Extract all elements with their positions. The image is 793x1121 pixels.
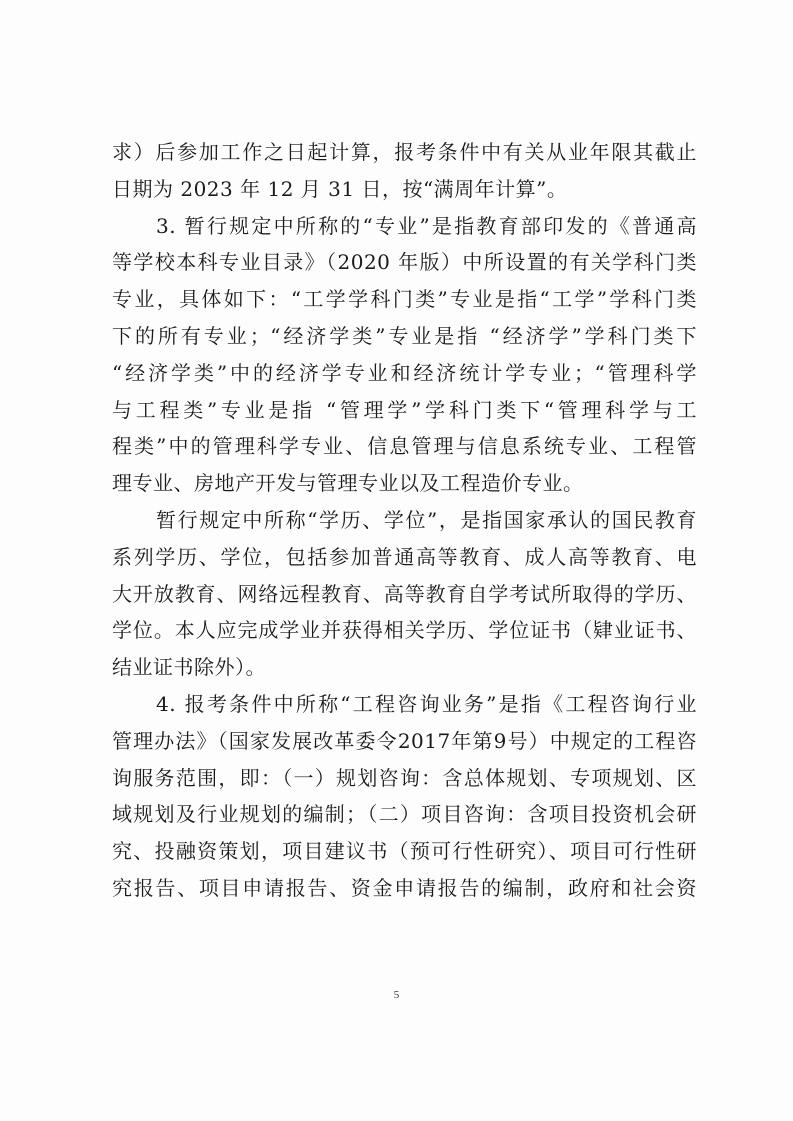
text-line: 管理办法》（国家发展改革委令2017年第9号）中规定的工程咨 — [112, 728, 697, 753]
text-line: 询服务范围，即：（一）规划咨询：含总体规划、专项规划、区 — [112, 765, 697, 790]
text-line: “经济学类”中的经济学专业和经济统计学专业；“管理科学 — [112, 360, 697, 385]
text-line: 专业，具体如下：“工学学科门类”专业是指“工学”学科门类 — [112, 287, 697, 312]
text-line: 程类”中的管理科学专业、信息管理与信息系统专业、工程管 — [112, 434, 697, 459]
paragraph-4-start: 4. 报考条件中所称“工程咨询业务”是指《工程咨询行业 — [156, 691, 697, 716]
paragraph-degree-start: 暂行规定中所称“学历、学位”，是指国家承认的国民教育 — [156, 507, 697, 532]
text-line: 域规划及行业规划的编制；（二）项目咨询：含项目投资机会研 — [112, 802, 697, 827]
text-line: 结业证书除外）。 — [112, 655, 266, 680]
text-line: 下的所有专业；“经济学类”专业是指 “经济学”学科门类下 — [112, 323, 697, 348]
text-line: 等学校本科专业目录》（2020 年版）中所设置的有关学科门类 — [112, 250, 697, 275]
text-line: 求）后参加工作之日起计算，报考条件中有关从业年限其截止 — [112, 140, 697, 164]
text-line: 大开放教育、网络远程教育、高等教育自学考试所取得的学历、 — [112, 581, 697, 606]
paragraph-3-start: 3. 暂行规定中所称的“专业”是指教育部印发的《普通高 — [156, 213, 697, 238]
page-number: 5 — [393, 989, 400, 1001]
text-line: 日期为 2023 年 12 月 31 日，按“满周年计算”。 — [112, 176, 568, 201]
text-line: 与工程类”专业是指 “管理学”学科门类下“管理科学与工 — [112, 397, 697, 422]
text-line: 究报告、项目申请报告、资金申请报告的编制，政府和社会资 — [112, 875, 697, 900]
text-line: 系列学历、学位，包括参加普通高等教育、成人高等教育、电 — [112, 544, 697, 569]
text-line: 学位。本人应完成学业并获得相关学历、学位证书（肄业证书、 — [112, 618, 697, 643]
text-line: 究、投融资策划，项目建议书（预可行性研究）、项目可行性研 — [112, 839, 697, 864]
body-text — [112, 134, 697, 907]
text-line: 理专业、房地产开发与管理专业以及工程造价专业。 — [112, 471, 584, 496]
